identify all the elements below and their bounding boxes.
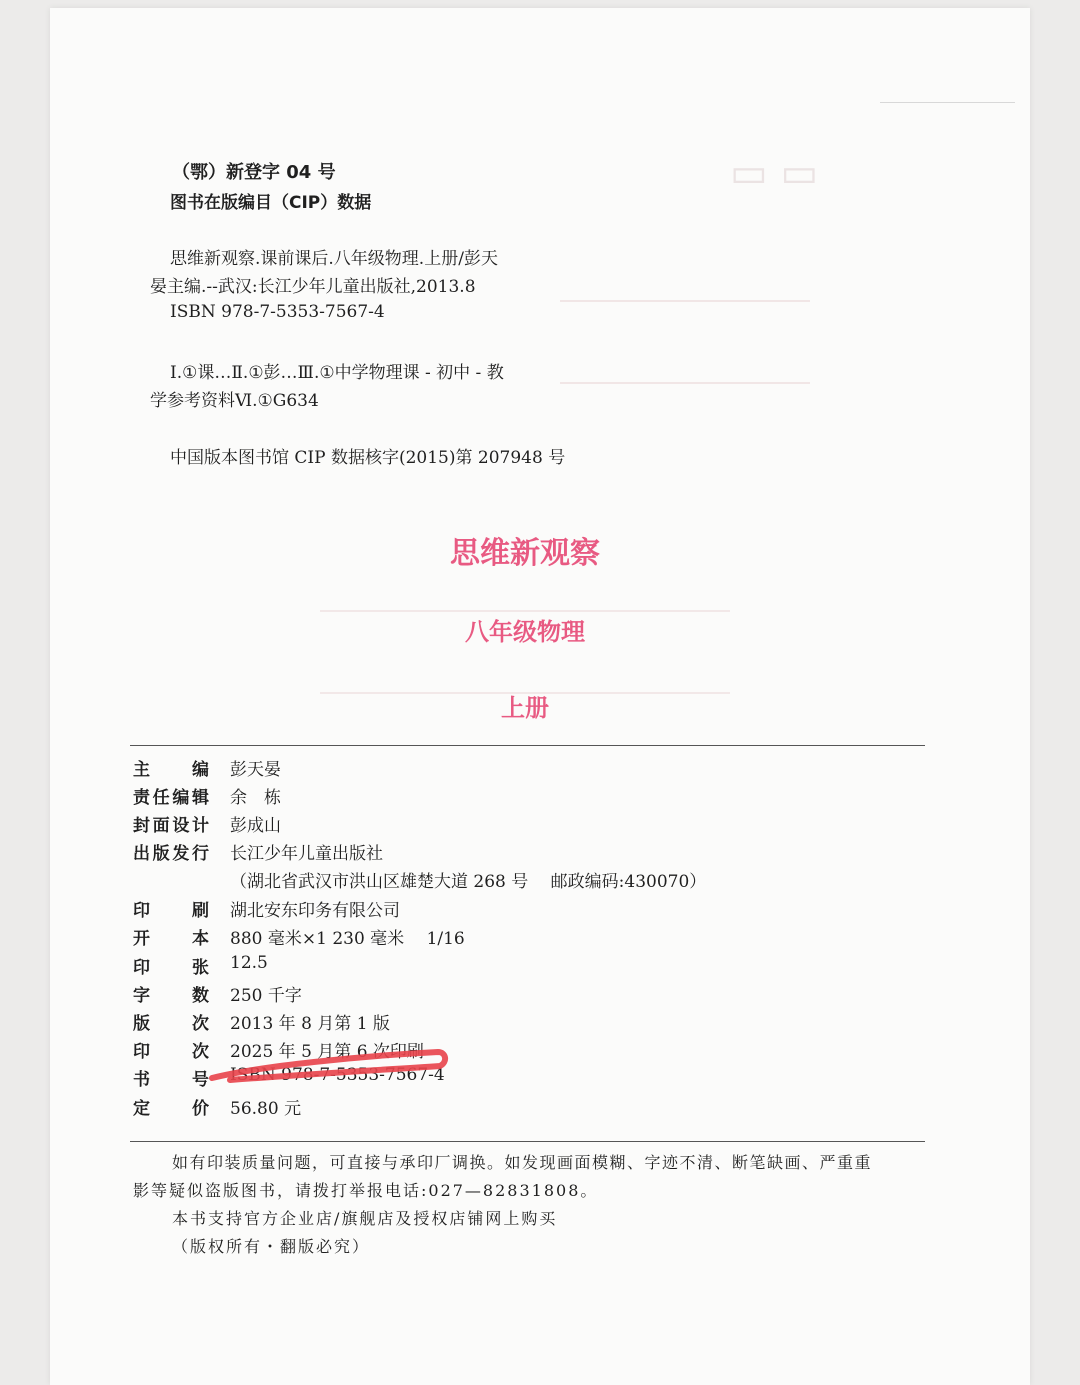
book-volume: 上册 bbox=[501, 694, 549, 722]
detail-value-book-number: ISBN 978-7-5353-7567-4 bbox=[230, 1065, 445, 1085]
detail-label-cover-design: 封 面 设 计 bbox=[133, 816, 209, 836]
detail-label-publisher: 出 版 发 行 bbox=[133, 844, 209, 864]
detail-value-publisher: 长江少年儿童出版社 bbox=[230, 844, 383, 864]
detail-value-price: 56.80 元 bbox=[230, 1099, 302, 1119]
cip-heading: 图书在版编目（CIP）数据 bbox=[170, 193, 372, 213]
cip-record-number: 中国版本图书馆 CIP 数据核字(2015)第 207948 号 bbox=[170, 448, 566, 468]
registration-number: （鄂）新登字 04 号 bbox=[172, 162, 336, 183]
faint-rule bbox=[880, 102, 1015, 103]
detail-value-responsible-editor: 余 栋 bbox=[230, 788, 281, 808]
detail-value-cover-design: 彭成山 bbox=[230, 816, 281, 836]
divider-top bbox=[130, 745, 925, 746]
detail-label-printing: 印 次 bbox=[133, 1042, 209, 1062]
cip-classification-2: 学参考资料Ⅵ.①G634 bbox=[150, 391, 319, 411]
detail-label-book-number: 书 号 bbox=[133, 1070, 209, 1090]
detail-value-publisher-address: （湖北省武汉市洪山区雄楚大道 268 号 邮政编码:430070） bbox=[230, 872, 707, 892]
detail-label-format: 开 本 bbox=[133, 929, 209, 949]
detail-value-printer: 湖北安东印务有限公司 bbox=[230, 901, 400, 921]
cip-line-1: 思维新观察.课前课后.八年级物理.上册/彭天 bbox=[170, 249, 498, 269]
footer-copyright: （版权所有・翻版必究） bbox=[172, 1237, 371, 1256]
footer-quality-notice: 如有印装质量问题，可直接与承印厂调换。如发现画面模糊、字迹不清、断笔缺画、严重重 bbox=[172, 1153, 873, 1172]
detail-label-editor: 主 编 bbox=[133, 760, 209, 780]
detail-value-sheets: 12.5 bbox=[230, 953, 268, 973]
detail-value-edition: 2013 年 8 月第 1 版 bbox=[230, 1014, 390, 1034]
detail-value-printing: 2025 年 5 月第 6 次印刷 bbox=[230, 1042, 424, 1062]
detail-label-word-count: 字 数 bbox=[133, 986, 209, 1006]
detail-label-printer: 印 刷 bbox=[133, 901, 209, 921]
bleed-through-ghost-large bbox=[560, 300, 810, 384]
bleed-through-ghost: ▭ ▭ bbox=[730, 150, 819, 196]
detail-value-format: 880 毫米×1 230 毫米 1/16 bbox=[230, 929, 465, 949]
book-subtitle: 八年级物理 bbox=[465, 618, 585, 646]
detail-label-sheets: 印 张 bbox=[133, 958, 209, 978]
red-highlight-stroke bbox=[200, 1040, 460, 1090]
detail-value-word-count: 250 千字 bbox=[230, 986, 302, 1006]
cip-line-2: 晏主编.--武汉:长江少年儿童出版社,2013.8 bbox=[150, 277, 476, 297]
divider-bottom bbox=[130, 1141, 925, 1142]
footer-purchase-note: 本书支持官方企业店/旗舰店及授权店铺网上购买 bbox=[172, 1209, 558, 1228]
book-title: 思维新观察 bbox=[450, 536, 600, 571]
detail-value-editor: 彭天晏 bbox=[230, 760, 281, 780]
detail-label-price: 定 价 bbox=[133, 1099, 209, 1119]
detail-label-edition: 版 次 bbox=[133, 1014, 209, 1034]
detail-label-responsible-editor: 责 任 编 辑 bbox=[133, 788, 209, 808]
cip-classification-1: Ⅰ.①课…Ⅱ.①彭…Ⅲ.①中学物理课 - 初中 - 教 bbox=[170, 363, 504, 383]
cip-isbn: ISBN 978-7-5353-7567-4 bbox=[170, 302, 385, 322]
footer-report-hotline: 影等疑似盗版图书，请拨打举报电话:027—82831808。 bbox=[133, 1181, 599, 1200]
